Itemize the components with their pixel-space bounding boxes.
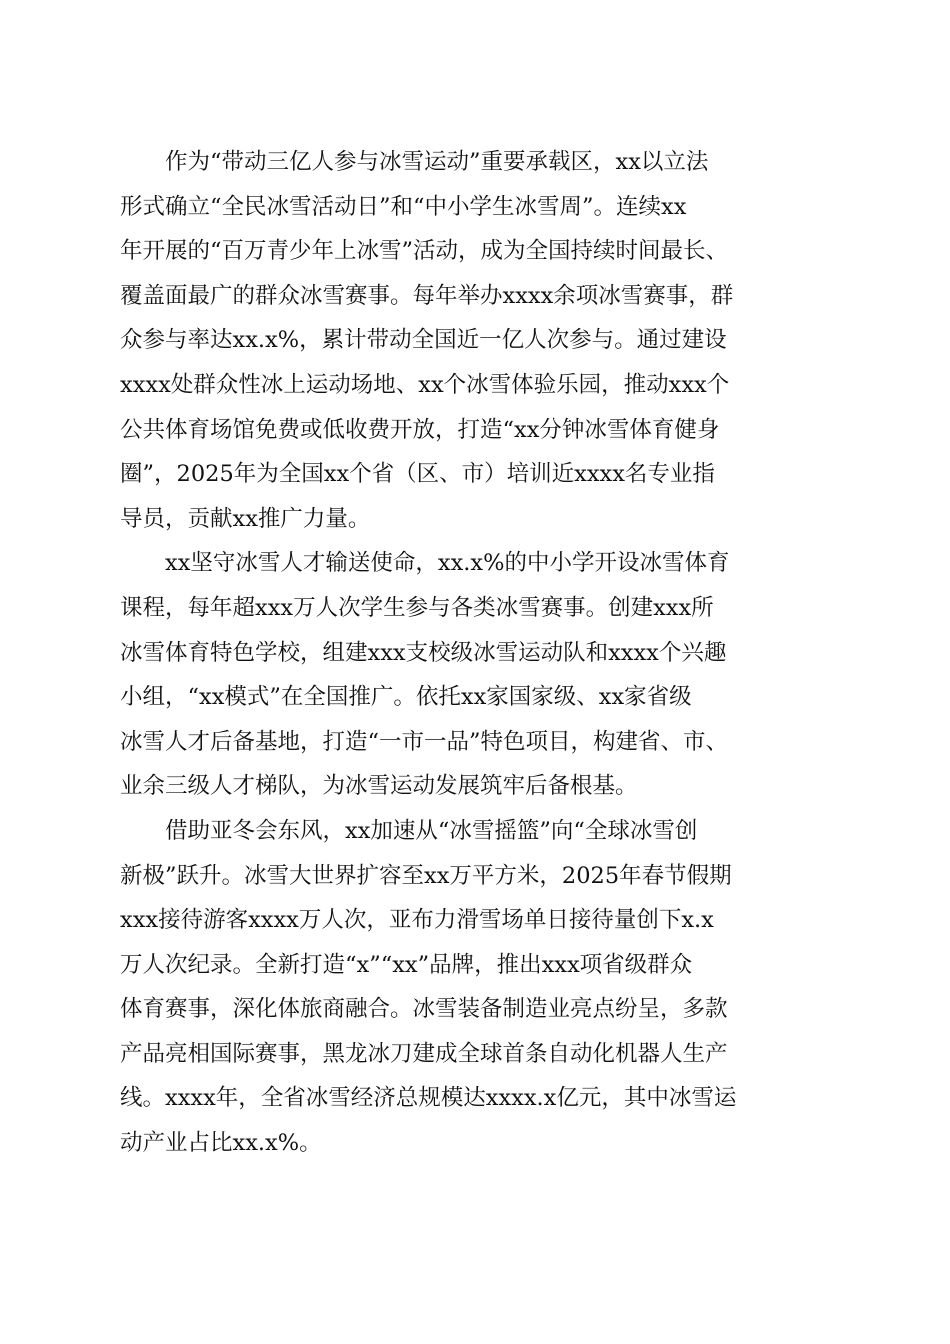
paragraph-line: 新极”跃升。冰雪大世界扩容至xx万平方米，2025年春节假期: [120, 862, 732, 889]
paragraph-line: 年开展的“百万青少年上冰雪”活动，成为全国持续时间最长、: [120, 238, 729, 265]
paragraph-line: 导员，贡献xx推广力量。: [120, 505, 371, 532]
paragraph-line: 冰雪人才后备基地，打造“一市一品”特色项目，构建省、市、: [120, 728, 729, 755]
paragraph-3: [120, 809, 832, 1166]
document-body: [120, 140, 832, 1166]
paragraph-line: 小组，“xx模式”在全国推广。依托xx家国家级、xx家省级: [120, 684, 692, 711]
paragraph-line: 动产业占比xx.x%。: [120, 1130, 322, 1157]
paragraph-line: 万人次纪录。全新打造“x”“xx”品牌，推出xxx项省级群众: [120, 951, 693, 978]
paragraph-line: 圈”，2025年为全国xx个省（区、市）培训近xxxx名专业指: [120, 461, 715, 488]
paragraph-line: 体育赛事，深化体旅商融合。冰雪装备制造业亮点纷呈，多款: [120, 996, 728, 1023]
paragraph-line: 线。xxxx年，全省冰雪经济总规模达xxxx.x亿元，其中冰雪运: [120, 1085, 737, 1112]
paragraph-line: 课程，每年超xxx万人次学生参与各类冰雪赛事。创建xxx所: [120, 594, 714, 621]
paragraph-line: 产品亮相国际赛事，黑龙冰刀建成全球首条自动化机器人生产: [120, 1040, 728, 1067]
paragraph-line: 公共体育场馆免费或低收费开放，打造“xx分钟冰雪体育健身: [120, 416, 720, 443]
paragraph-1: [120, 140, 832, 541]
paragraph-line: 冰雪体育特色学校，组建xxx支校级冰雪运动队和xxxx个兴趣: [120, 639, 727, 666]
paragraph-line: 借助亚冬会东风，xx加速从“冰雪摇篮”向“全球冰雪创: [165, 817, 698, 844]
paragraph-line: 形式确立“全民冰雪活动日”和“中小学生冰雪周”。连续xx: [120, 193, 687, 220]
paragraph-line: 覆盖面最广的群众冰雪赛事。每年举办xxxx余项冰雪赛事，群: [120, 282, 734, 309]
paragraph-line: 作为“带动三亿人参与冰雪运动”重要承载区，xx以立法: [165, 149, 709, 175]
paragraph-2: [120, 541, 832, 809]
paragraph-line: 众参与率达xx.x%，累计带动全国近一亿人次参与。通过建设: [120, 327, 727, 354]
paragraph-line: xx坚守冰雪人才输送使命，xx.x%的中小学开设冰雪体育: [165, 550, 730, 577]
paragraph-line: 业余三级人才梯队，为冰雪运动发展筑牢后备根基。: [120, 773, 638, 800]
paragraph-line: xxxx处群众性冰上运动场地、xx个冰雪体验乐园，推动xxx个: [120, 371, 730, 398]
paragraph-line: xxx接待游客xxxx万人次，亚布力滑雪场单日接待量创下x.x: [120, 907, 714, 934]
